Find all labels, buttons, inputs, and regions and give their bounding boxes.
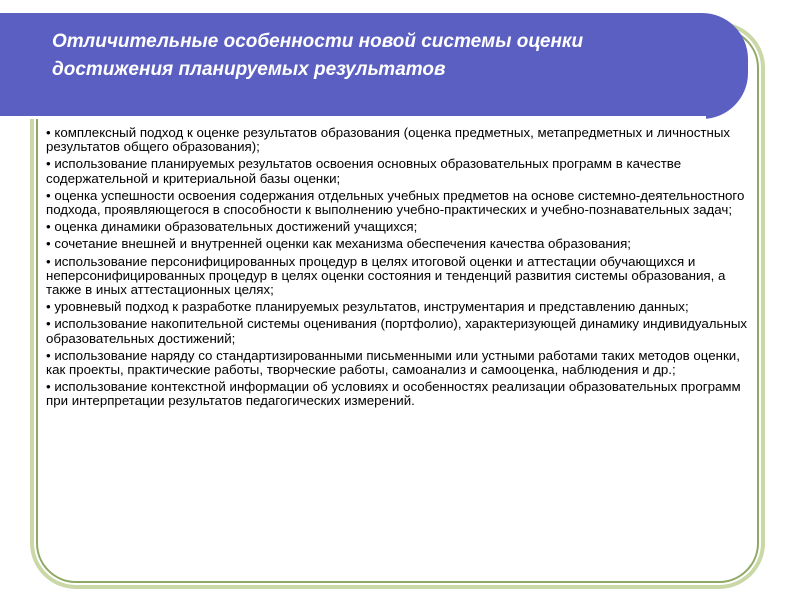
title-underline	[0, 116, 706, 119]
list-item: • оценка успешности освоения содержания отдельных учебных предметов на основе системно-деятельностного подхода, проявляющегося в способности к выполнению учебно-практических и учебно-познавательных задач;	[46, 187, 745, 218]
features-list	[46, 126, 758, 412]
slide-title	[52, 28, 732, 84]
list-item: • использование наряду со стандартизированными письменными или устными работами таких методов оценки, как проекты, практические работы, творческие работы, самоанализ и самооценка, наблюдения и др.;	[46, 347, 740, 378]
list-item: • использование контекстной информации об условиях и особенностях реализации образовательных программ при интерпретации результатов педагогических измерений.	[46, 379, 741, 409]
list-item: • комплексный подход к оценке результатов образования (оценка предметных, метапредметных и личностных результатов общего образования);	[46, 125, 731, 155]
list-item: • использование персонифицированных процедур в целях итоговой оценки и аттестации обучающихся и неперсонифицированных процедур в целях оценки состояния и тенденций развития системы образования, а также в иных аттестационных целях;	[46, 253, 726, 298]
title-line-1: Отличительные особенности новой системы оценки	[52, 31, 584, 52]
list-item: • оценка динамики образовательных достижений учащихся;	[46, 219, 418, 235]
list-item: • уровневый подход к разработке планируемых результатов, инструментария и представлению данных;	[46, 299, 689, 315]
list-item: • использование накопительной системы оценивания (портфолио), характеризующей динамику индивидуальных образовательных достижений;	[46, 316, 748, 346]
list-item: • сочетание внешней и внутренней оценки как механизма обеспечения качества образования;	[46, 236, 632, 252]
title-line-2: достижения планируемых результатов	[52, 59, 446, 80]
list-item: • использование планируемых результатов освоения основных образовательных программ в качестве содержательной и критериальной базы оценки;	[46, 156, 682, 186]
